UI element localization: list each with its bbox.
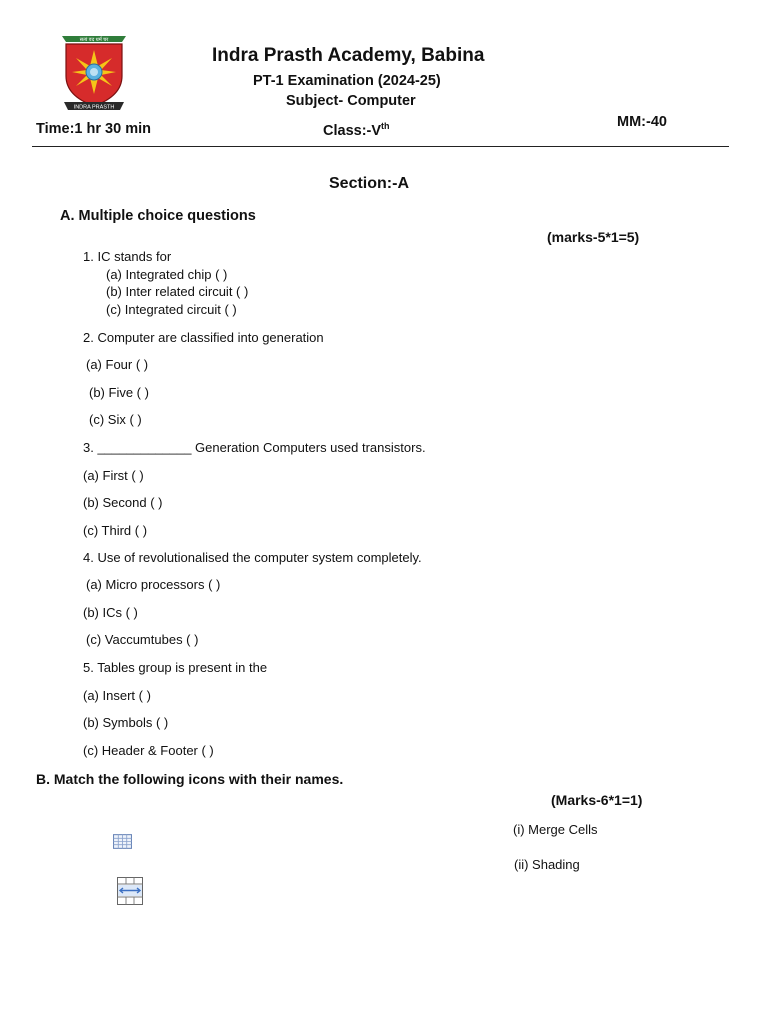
q5-option-c: (c) Header & Footer ( ) bbox=[83, 743, 214, 758]
q4-option-b: (b) ICs ( ) bbox=[83, 605, 138, 620]
merge-cells-icon bbox=[117, 877, 143, 905]
match-name-1: (i) Merge Cells bbox=[513, 822, 598, 837]
q1-option-c: (c) Integrated circuit ( ) bbox=[106, 302, 237, 317]
q3-option-b: (b) Second ( ) bbox=[83, 495, 163, 510]
question-2: 2. Computer are classified into generation bbox=[83, 330, 324, 345]
subject-line: Subject- Computer bbox=[286, 93, 416, 109]
q3-option-a: (a) First ( ) bbox=[83, 468, 144, 483]
school-logo bbox=[58, 30, 130, 112]
exam-title: PT-1 Examination (2024-25) bbox=[253, 73, 441, 89]
question-5: 5. Tables group is present in the bbox=[83, 660, 268, 675]
school-name: Indra Prasth Academy, Babina bbox=[212, 45, 485, 66]
q4-option-c: (c) Vaccumtubes ( ) bbox=[86, 632, 199, 647]
question-1: 1. IC stands for bbox=[83, 249, 172, 264]
q2-option-a: (a) Four ( ) bbox=[86, 357, 149, 372]
q2-option-c: (c) Six ( ) bbox=[89, 412, 142, 427]
logo-banner-text: सत्यं वद धर्मं चर bbox=[79, 37, 109, 43]
q5-option-a: (a) Insert ( ) bbox=[83, 688, 151, 703]
question-4: 4. Use of revolutionalised the computer system completely. bbox=[83, 550, 422, 565]
class-line bbox=[323, 121, 390, 139]
q1-option-b: (b) Inter related circuit ( ) bbox=[106, 284, 249, 299]
part-b-title: B. Match the following icons with their names. bbox=[36, 771, 344, 787]
q1-option-a: (a) Integrated chip ( ) bbox=[106, 267, 228, 282]
section-a-title: Section:-A bbox=[329, 175, 409, 192]
q5-option-b: (b) Symbols ( ) bbox=[83, 715, 169, 730]
header-divider bbox=[32, 146, 729, 147]
q4-option-a: (a) Micro processors ( ) bbox=[86, 577, 221, 592]
table-grid-icon bbox=[113, 834, 132, 849]
match-name-2: (ii) Shading bbox=[514, 857, 580, 872]
question-3: 3. _____________ Generation Computers used transistors. bbox=[83, 440, 426, 455]
part-a-title: A. Multiple choice questions bbox=[60, 208, 256, 224]
class-label: Class:-V bbox=[323, 122, 382, 139]
max-marks: MM:-40 bbox=[617, 114, 667, 130]
part-b-marks: (Marks-6*1=1) bbox=[551, 792, 643, 808]
logo-ribbon-text: INDRA PRASTH bbox=[73, 104, 115, 111]
q3-option-c: (c) Third ( ) bbox=[83, 523, 148, 538]
time-line: Time:1 hr 30 min bbox=[36, 121, 151, 137]
class-sup: th bbox=[381, 121, 390, 131]
q2-option-b: (b) Five ( ) bbox=[89, 385, 149, 400]
part-a-marks: (marks-5*1=5) bbox=[547, 229, 640, 245]
